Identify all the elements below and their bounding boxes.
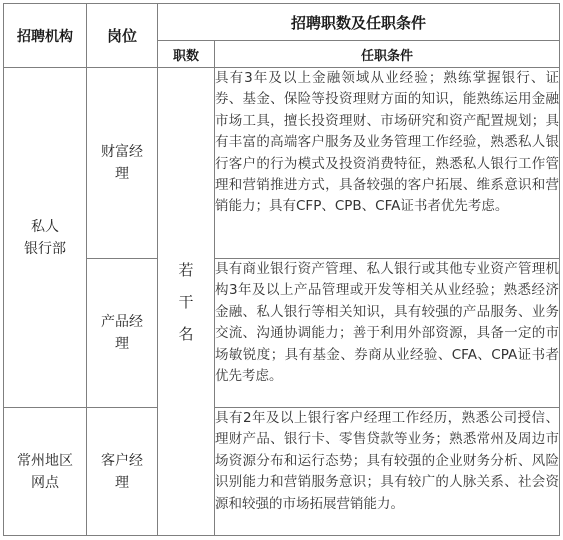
requirements-cell-account-manager — [215, 408, 560, 536]
header-requirements: 任职条件 — [215, 41, 560, 68]
org-cell-changzhou-outlets — [4, 408, 87, 536]
requirements-text: 具有商业银行资产管理、私人银行或其他专业资产管理机构3年及以上产品管理或开发等相关从业经验；熟悉经济金融、私人银行等相关知识，具有较强的产品服务、业务交流、沟通协调能力；善于利用外部资源，具备一定的市场敏锐度；具有基金、券商从业经验、CFA、CPA证书者优先考虑。 — [215, 261, 560, 385]
position-name-line1: 产品经 — [101, 314, 143, 330]
header-row-top — [4, 4, 560, 41]
position-name-line1: 财富经 — [101, 144, 143, 160]
header-org: 招聘机构 — [4, 4, 87, 68]
count-char-1: 若 — [178, 260, 194, 279]
org-name-line2: 银行部 — [24, 240, 66, 257]
position-name-line1: 客户经 — [101, 452, 143, 469]
requirements-cell-product-manager — [215, 259, 560, 408]
recruitment-table — [3, 3, 560, 536]
position-cell-account-manager — [87, 408, 158, 536]
table-row — [4, 408, 560, 536]
org-name-line2: 网点 — [31, 474, 59, 491]
count-char-2: 干 — [178, 292, 194, 311]
org-name-line1: 常州地区 — [17, 452, 73, 469]
header-count-and-requirements: 招聘职数及任职条件 — [158, 4, 560, 41]
count-char-3: 名 — [178, 324, 194, 343]
position-cell-wealth-manager — [87, 68, 158, 259]
position-name-line2: 理 — [115, 336, 129, 352]
table-row — [4, 259, 560, 408]
requirements-text: 具有3年及以上金融领域从业经验；熟练掌握银行、证券、基金、保险等投资理财方面的知识，能熟练运用金融市场工具，擅长投资理财、市场研究和资产配置规划；具有丰富的高端客户服务及业务管理工作经验，熟悉私人银行客户的行为模式及投资消费特征，熟悉私人银行工作管理和营销推进方式，具备较强的客户拓展、维系意识和营销能力；具有CFP、CPB、CFA证书者优先考虑。 — [215, 70, 560, 215]
requirements-cell-wealth-manager — [215, 68, 560, 259]
header-count: 职数 — [158, 41, 215, 68]
position-name-line2: 理 — [115, 166, 129, 182]
org-cell-private-banking — [4, 68, 87, 408]
requirements-text: 具有2年及以上银行客户经理工作经历，熟悉公司授信、理财产品、银行卡、零售贷款等业务；熟悉常州及周边市场资源分布和运行态势；具有较强的企业财务分析、风险识别能力和营销服务意识；具有较广的人脉关系、社会资源和较强的市场拓展营销能力。 — [215, 410, 560, 512]
count-cell — [158, 68, 215, 536]
position-cell-product-manager — [87, 259, 158, 408]
header-position: 岗位 — [87, 4, 158, 68]
table-row — [4, 68, 560, 259]
position-name-line2: 理 — [115, 474, 129, 491]
org-name-line1: 私人 — [31, 218, 59, 235]
